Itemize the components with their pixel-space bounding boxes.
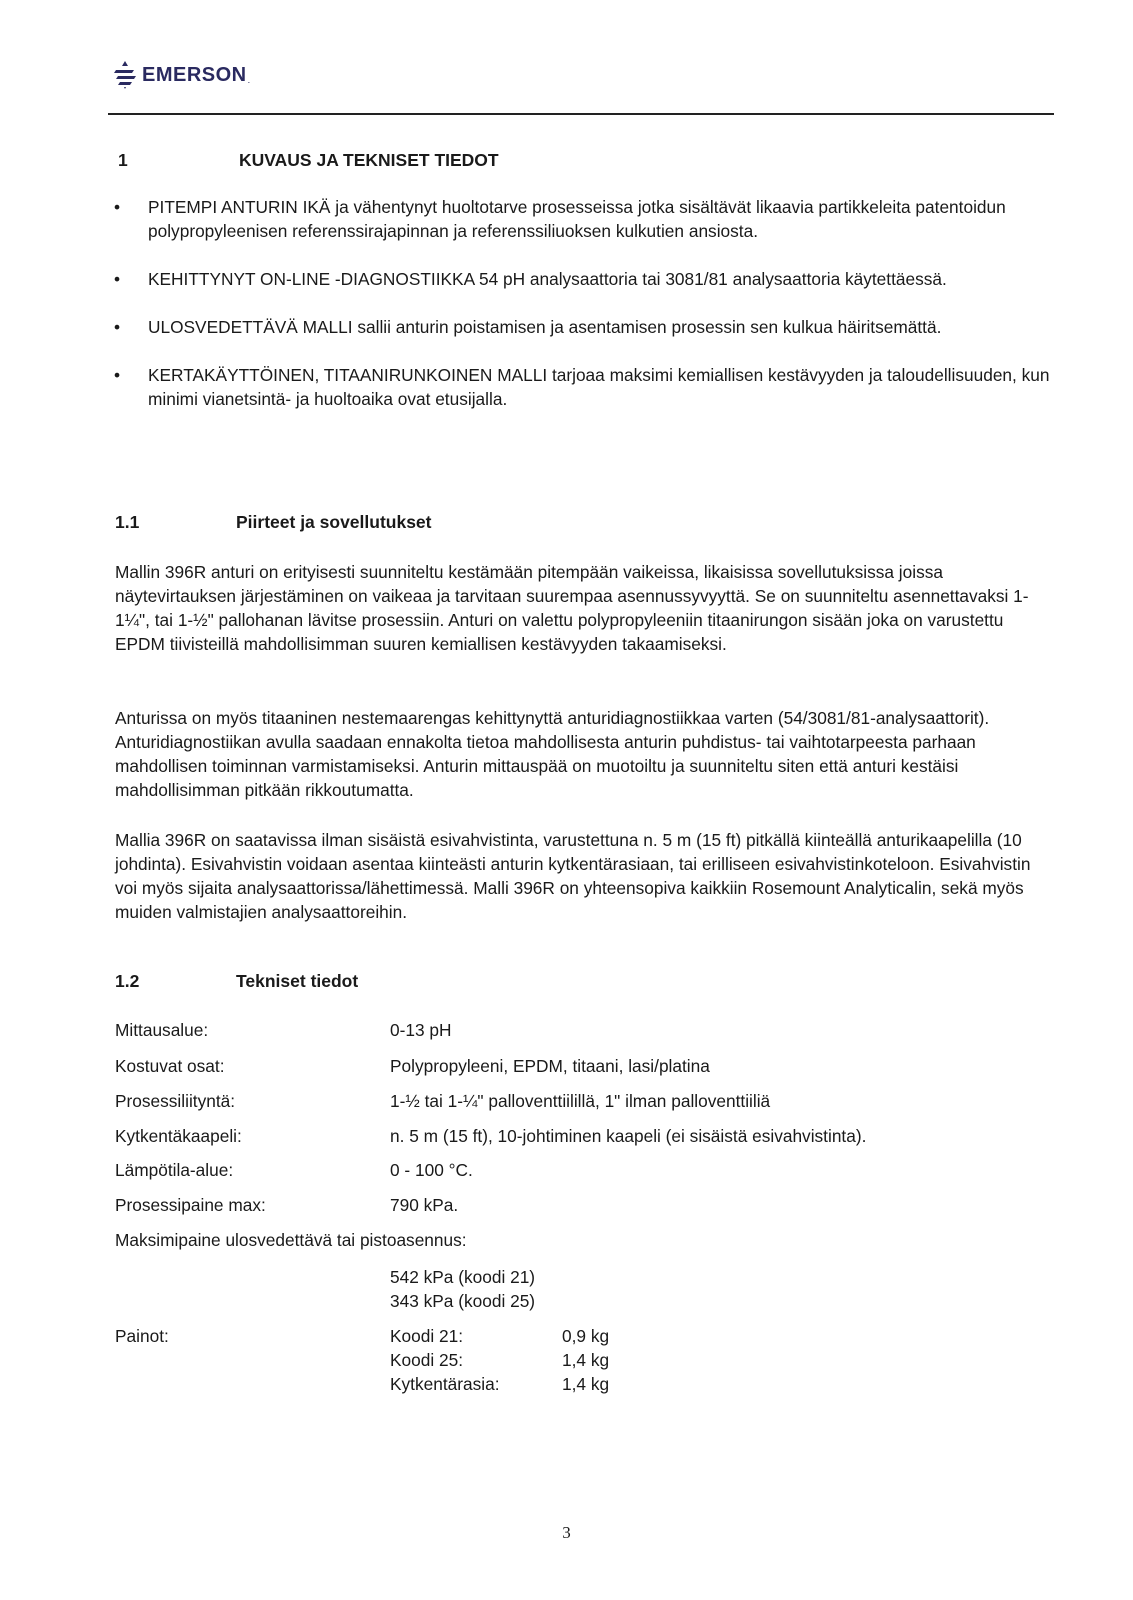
emerson-logo bbox=[112, 60, 250, 90]
body-paragraph: Mallia 396R on saatavissa ilman sisäistä esivahvistinta, varustettuna n. 5 m (15 ft) pitkällä kiinteällä anturikaapelilla (10 johdinta). Esivahvistin voidaan asentaa kiinteästi anturin kytkentärasiaan, tai erilliseen esivahvistinkoteloon. Esivahvistin voi myös sijaita analysaattorissa/lähettimessä. Malli 396R on yhteensopiva kaikkiin Rosemount Analyticalin, sekä myös muiden valmistajien analysaattoreihin. bbox=[115, 830, 1031, 922]
weight-value: 0,9 kg bbox=[562, 1326, 610, 1346]
spec-label: Kytkentäkaapeli: bbox=[115, 1126, 242, 1146]
spec-value: 0-13 pH bbox=[390, 1020, 452, 1040]
body-paragraph: Anturissa on myös titaaninen nestemaarengas kehittynyttä anturidiagnostiikkaa varten (54/3081/81-analysaattorit). Anturidiagnostiikan avulla saadaan ennakolta tietoa mahdollisesta anturin puhdistus- tai vaihtotarpeesta parhaan mahdollisen toiminnan varmistamiseksi. Anturin mittauspää on muotoiltu ja suunniteltu siten että anturi kestäisi mahdollisimman pitkään rikkoutumatta. bbox=[115, 708, 990, 800]
bullet-item: • KEHITTYNYT ON-LINE -DIAGNOSTIIKKA 54 pH analysaattoria tai 3081/81 analysaattoria käytettäessä. bbox=[112, 267, 1057, 291]
section-number: 1.1 bbox=[115, 512, 140, 532]
section-title: Tekniset tiedot bbox=[236, 971, 359, 991]
body-paragraph: Mallin 396R anturi on erityisesti suunniteltu kestämään pitempään vaikeissa, likaisissa sovellutuksissa joissa näytevirtauksen järjestäminen on vaikeaa ja tarvitaan suurempaa asennussyvyyttä. Se on suunniteltu asennettavaksi 1-1¼", tai 1-½" pallohanan lävitse prosessiin. Anturi on valettu polypropyleeniin titaanirungon sisään joka on varustettu EPDM tiivisteillä mahdollisimman suuren kemiallisen kestävyyden takaamiseksi. bbox=[115, 562, 1029, 654]
spec-label: Prosessipaine max: bbox=[115, 1195, 266, 1215]
weight-name: Koodi 25: bbox=[390, 1350, 464, 1370]
spec-label: Painot: bbox=[115, 1326, 169, 1346]
weight-name: Kytkentärasia: bbox=[390, 1374, 500, 1394]
section-number: 1.2 bbox=[115, 971, 140, 991]
bullet-item: • ULOSVEDETTÄVÄ MALLI sallii anturin poistamisen ja asentamisen prosessin sen kulkua häiritsemättä. bbox=[112, 315, 1057, 339]
spec-value: 1-½ tai 1-¼" palloventtiilillä, 1" ilman palloventtiiliä bbox=[390, 1091, 771, 1111]
weight-name: Koodi 21: bbox=[390, 1326, 464, 1346]
spec-value: Polypropyleeni, EPDM, titaani, lasi/platina bbox=[390, 1056, 710, 1076]
spec-label: Prosessiliityntä: bbox=[115, 1091, 236, 1111]
spec-value: 542 kPa (koodi 21) bbox=[390, 1267, 536, 1287]
section-title: KUVAUS JA TEKNISET TIEDOT bbox=[239, 150, 499, 170]
section-title: Piirteet ja sovellutukset bbox=[236, 512, 432, 532]
weight-value: 1,4 kg bbox=[562, 1350, 610, 1370]
spec-value: 0 - 100 °C. bbox=[390, 1160, 473, 1180]
header-rule bbox=[108, 113, 1054, 115]
spec-label: Lämpötila-alue: bbox=[115, 1160, 234, 1180]
emerson-mark-icon bbox=[112, 60, 138, 90]
section-number: 1 bbox=[118, 150, 128, 170]
feature-bullet-list bbox=[112, 195, 1057, 435]
weight-value: 1,4 kg bbox=[562, 1374, 610, 1394]
logo-trademark-dot: . bbox=[247, 75, 251, 85]
spec-label: Mittausalue: bbox=[115, 1020, 209, 1040]
spec-value: n. 5 m (15 ft), 10-johtiminen kaapeli (ei sisäistä esivahvistinta). bbox=[390, 1126, 867, 1146]
spec-label: Maksimipaine ulosvedettävä tai pistoasennus: bbox=[115, 1230, 467, 1250]
bullet-item: • PITEMPI ANTURIN IKÄ ja vähentynyt huoltotarve prosesseissa jotka sisältävät likaavia partikkeleita patentoidun polypropyleenisen referenssirajapinnan ja referenssiliuoksen kulkutien ansiosta. bbox=[112, 195, 1057, 243]
page-number: 3 bbox=[562, 1523, 571, 1542]
bullet-item: • KERTAKÄYTTÖINEN, TITAANIRUNKOINEN MALLI tarjoaa maksimi kemiallisen kestävyyden ja taloudellisuuden, kun minimi vianetsintä- ja huoltoaika ovat etusijalla. bbox=[112, 363, 1057, 411]
spec-label: Kostuvat osat: bbox=[115, 1056, 225, 1076]
logo-text: EMERSON bbox=[142, 63, 247, 86]
spec-value: 790 kPa. bbox=[390, 1195, 459, 1215]
spec-value: 343 kPa (koodi 25) bbox=[390, 1291, 536, 1311]
